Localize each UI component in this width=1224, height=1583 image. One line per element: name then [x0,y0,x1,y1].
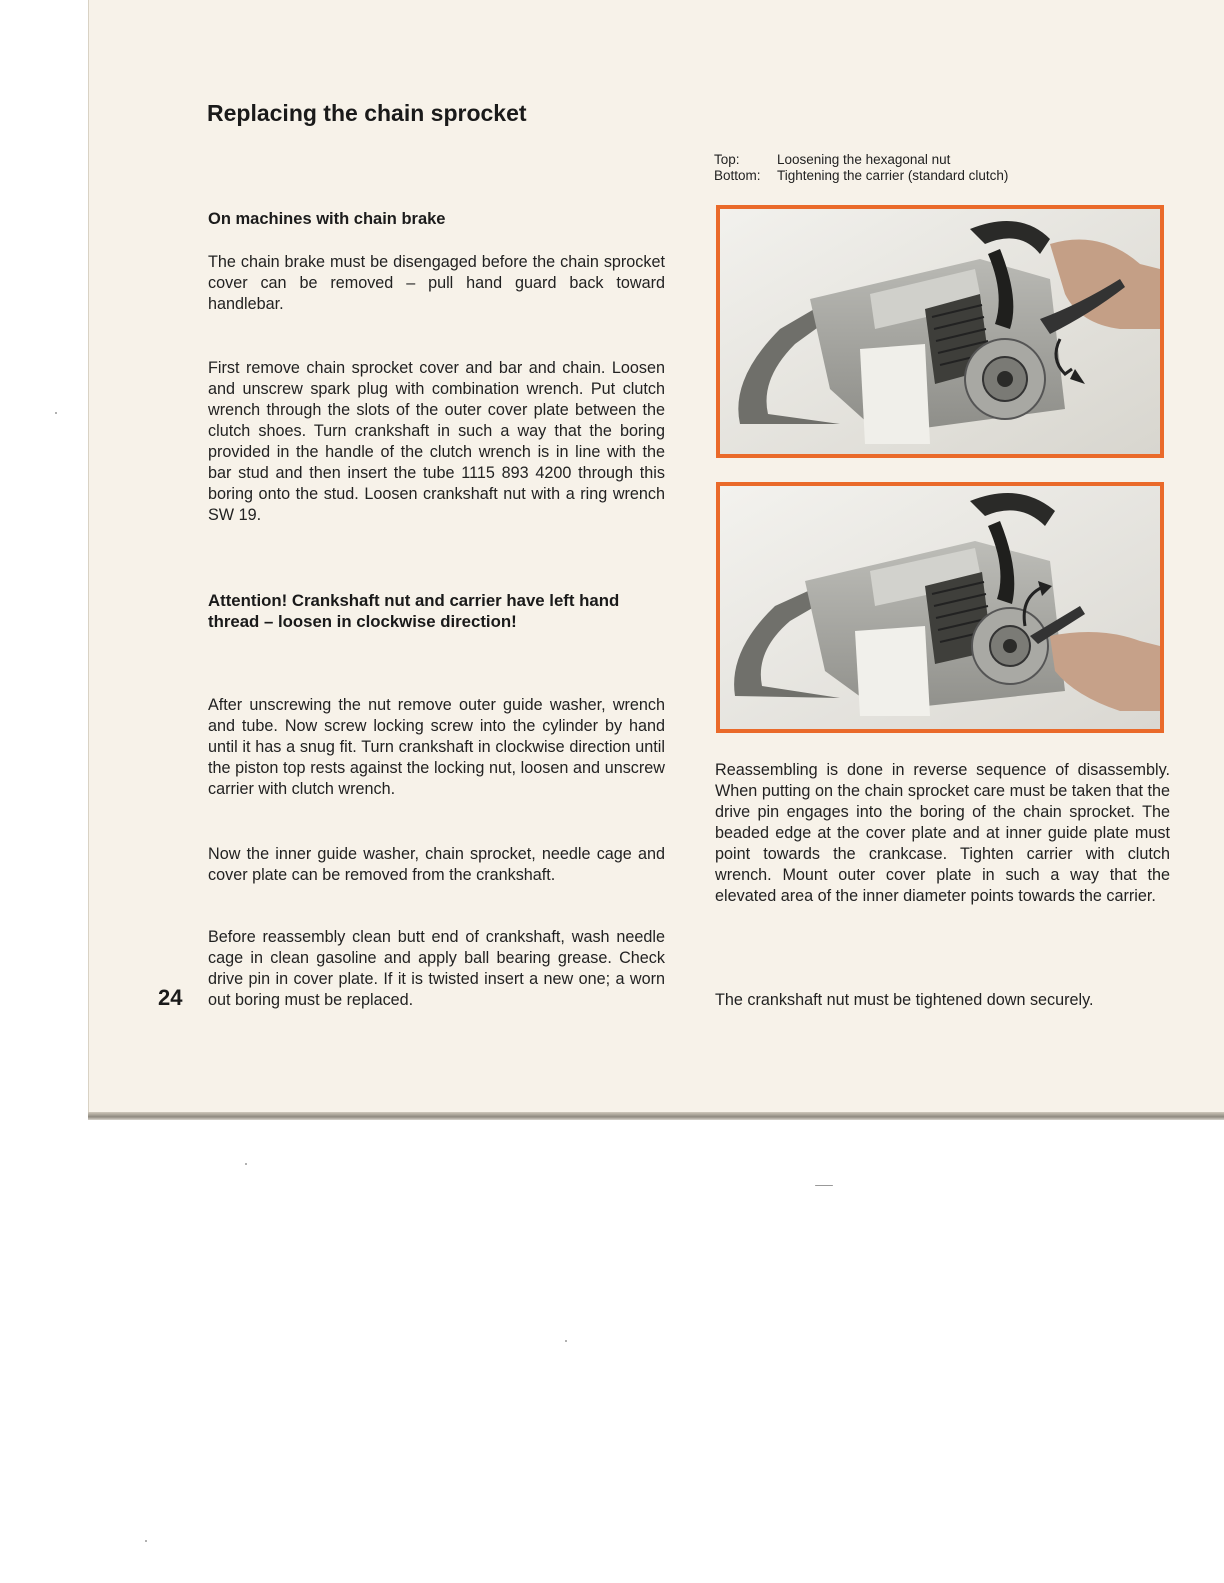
paragraph-chain-brake: The chain brake must be disengaged before the chain sprocket cover can be removed – pull hand guard back toward handlebar. [208,253,665,313]
photo-caption [714,152,1008,184]
paragraph-removal-steps: First remove chain sprocket cover and bar and chain. Loosen and unscrew spark plug with combination wrench. Put clutch wrench through the slots of the outer cover plate between the clutch shoes. Turn crankshaft in such a way that the boring provided in the handle of the clutch wrench is in line with the bar stud and then insert the tube 1115 893 4200 through this boring onto the stud. Loosen crankshaft nut with a ring wrench SW 19. [208,359,665,524]
paragraph-tighten-nut: The crankshaft nut must be tightened down securely. [715,991,1094,1009]
paper-speck [815,1185,833,1186]
paper-speck [55,412,57,414]
section-subheading: On machines with chain brake [208,210,446,228]
attention-warning: Attention! Crankshaft nut and carrier have left hand thread – loosen in clockwise direction! [208,591,620,631]
caption-top-text: Loosening the hexagonal nut [777,152,951,167]
page-number: 24 [158,985,183,1010]
paper-speck [245,1163,247,1165]
photo-tightening-carrier [716,482,1164,733]
photo-loosening-nut [716,205,1164,458]
paragraph-removable-parts: Now the inner guide washer, chain sprocket, needle cage and cover plate can be removed from the crankshaft. [208,845,665,884]
paper-speck [565,1340,567,1342]
chainsaw-photo-bottom [720,486,1160,729]
paragraph-unscrewing: After unscrewing the nut remove outer guide washer, wrench and tube. Now screw locking screw into the cylinder by hand until it has a snug fit. Turn crankshaft in clockwise direction until the piston top rests against the locking nut, loosen and unscrew carrier with clutch wrench. [208,696,665,798]
caption-bottom-text: Tightening the carrier (standard clutch) [777,168,1009,183]
page-title: Replacing the chain sprocket [207,100,527,126]
paragraph-reassembling: Reassembling is done in reverse sequence of disassembly. When putting on the chain sprocket care must be taken that the drive pin engages into the boring of the chain sprocket. The beaded edge at the cover plate and at inner guide plate must point towards the crankcase. Tighten carrier with clutch wrench. Mount outer cover plate in such a way that the elevated area of the inner diameter points towards the carrier. [715,761,1170,905]
caption-top-label: Top: [714,152,740,167]
paragraph-before-reassembly: Before reassembly clean butt end of crankshaft, wash needle cage in clean gasoline and apply ball bearing grease. Check drive pin in cover plate. If it is twisted insert a new one; a worn out boring must be replaced. [208,928,665,1009]
chainsaw-photo-top [720,209,1160,454]
page-edge-shadow [88,1112,1224,1120]
caption-bottom-label: Bottom: [714,168,761,183]
paper-speck [145,1540,147,1542]
